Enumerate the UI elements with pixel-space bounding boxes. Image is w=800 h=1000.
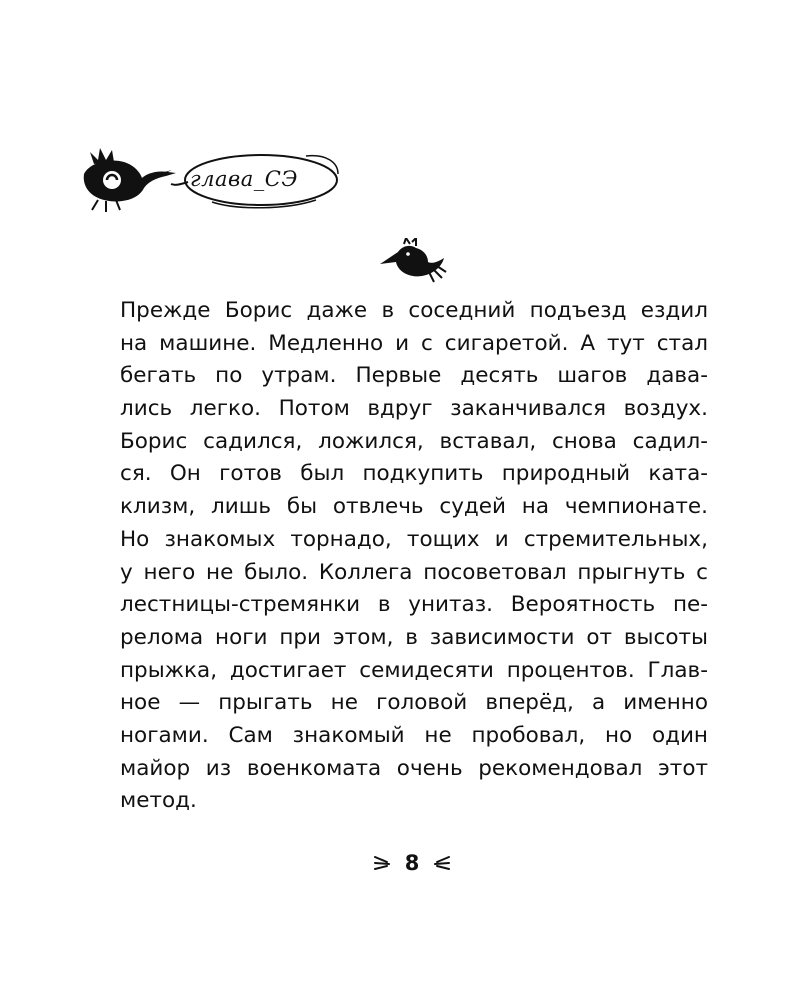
text-line: прыжка, достигает семидесяти процентов. Глав- bbox=[120, 657, 708, 683]
left-flourish-icon bbox=[373, 854, 391, 872]
text-line: лестницы-стремянки в унитаз. Вероятность пе- bbox=[120, 592, 708, 618]
text-line: Но знакомых торнадо, тощих и стремительных, bbox=[120, 526, 708, 552]
text-line: ногами. Сам знакомый не пробовал, но один bbox=[120, 722, 708, 748]
text-line: релома ноги при этом, в зависимости от высоты bbox=[120, 624, 708, 650]
page-number: 8 bbox=[404, 851, 420, 875]
text-line: лись легко. Потом вдруг заканчивался воздух. bbox=[120, 396, 708, 422]
text-line: Прежде Борис даже в соседний подъезд ездил bbox=[120, 298, 708, 323]
text-line: ное — прыгать не головой вперёд, а именно bbox=[120, 690, 708, 716]
text-line: у него не было. Коллега посоветовал прыгнуть с bbox=[120, 559, 708, 585]
crow-icon bbox=[376, 238, 452, 284]
text-line: клизм, лишь бы отвлечь судей на чемпионате. bbox=[120, 494, 708, 520]
text-line: ся. Он готов был подкупить природный ката- bbox=[120, 461, 708, 487]
text-line: майор из военкомата очень рекомендовал этот bbox=[120, 755, 708, 781]
right-flourish-icon bbox=[433, 854, 451, 872]
text-line: Борис садился, ложился, вставал, снова садил- bbox=[120, 428, 708, 454]
text-line: бегать по утрам. Первые десять шагов дава- bbox=[120, 363, 708, 389]
text-line: метод. bbox=[120, 788, 197, 814]
text-line: на машине. Медленно и с сигаретой. А тут стал bbox=[120, 330, 708, 356]
body-text bbox=[120, 295, 708, 818]
page-footer bbox=[362, 848, 462, 878]
chapter-label: глава_СЭ bbox=[190, 167, 298, 191]
